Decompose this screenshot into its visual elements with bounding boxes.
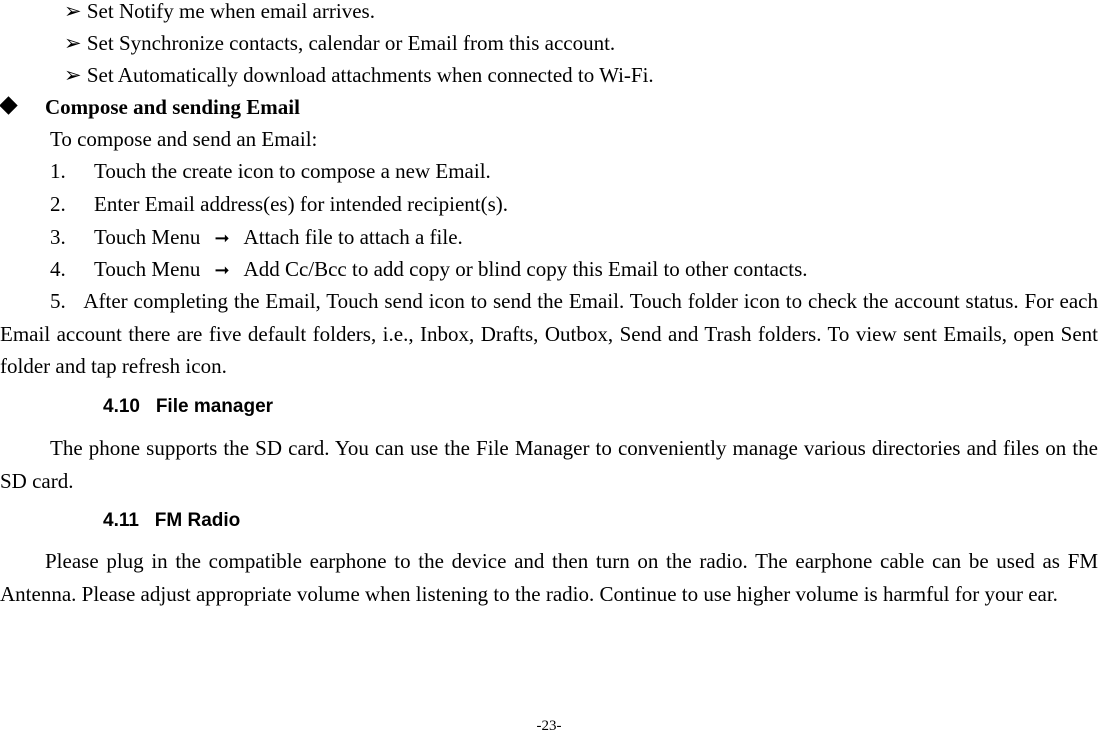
arrow-bullet-icon: ➢ [64,0,82,23]
step-number: 2. [50,192,66,216]
step-text: Touch Menu ➞ Add Cc/Bcc to add copy or blind copy this Email to other contacts. [94,257,808,281]
step-text: Touch Menu ➞ Attach file to attach a file. [94,225,463,249]
diamond-bullet-icon [0,96,18,114]
file-manager-paragraph: The phone supports the SD card. You can use the File Manager to conveniently manage various directories and files on the SD card. [0,436,1098,493]
right-arrow-icon: ➞ [214,228,230,248]
step-number: 4. [50,257,66,281]
step-text: Touch the create icon to compose a new Email. [94,159,491,183]
compose-intro: To compose and send an Email: [50,127,318,151]
page-number: -23- [536,718,562,734]
arrow-bullet-icon: ➢ [64,31,82,55]
step-text: After completing the Email, Touch send icon to send the Email. Touch folder icon to check the account status. For each Email account there are five default folders, i.e., Inbox, Drafts, Outbox, Send and Trash folders. To view sent Emails, open Sent folder and tap refresh icon. [0,289,1098,378]
compose-heading: Compose and sending Email [45,95,300,119]
step-number: 3. [50,225,66,249]
step-number: 5. [50,289,66,313]
section-heading-file-manager: 4.10 File manager [103,396,274,417]
section-heading-fm-radio: 4.11 FM Radio [103,510,241,531]
settings-item: ➢ Set Notify me when email arrives. [64,0,375,23]
step-5-paragraph [0,285,1098,383]
settings-item: ➢ Set Automatically download attachments when connected to Wi-Fi. [64,63,654,87]
arrow-bullet-icon: ➢ [64,63,82,87]
fm-radio-paragraph: Please plug in the compatible earphone to the device and then turn on the radio. The earphone cable can be used as FM Antenna. Please adjust appropriate volume when listening to the radio. Continue to use higher volume is harmful for your ear. [0,549,1098,606]
settings-item: ➢ Set Synchronize contacts, calendar or Email from this account. [64,31,616,55]
step-text: Enter Email address(es) for intended recipient(s). [94,192,509,216]
right-arrow-icon: ➞ [214,260,230,280]
step-number: 1. [50,159,66,183]
